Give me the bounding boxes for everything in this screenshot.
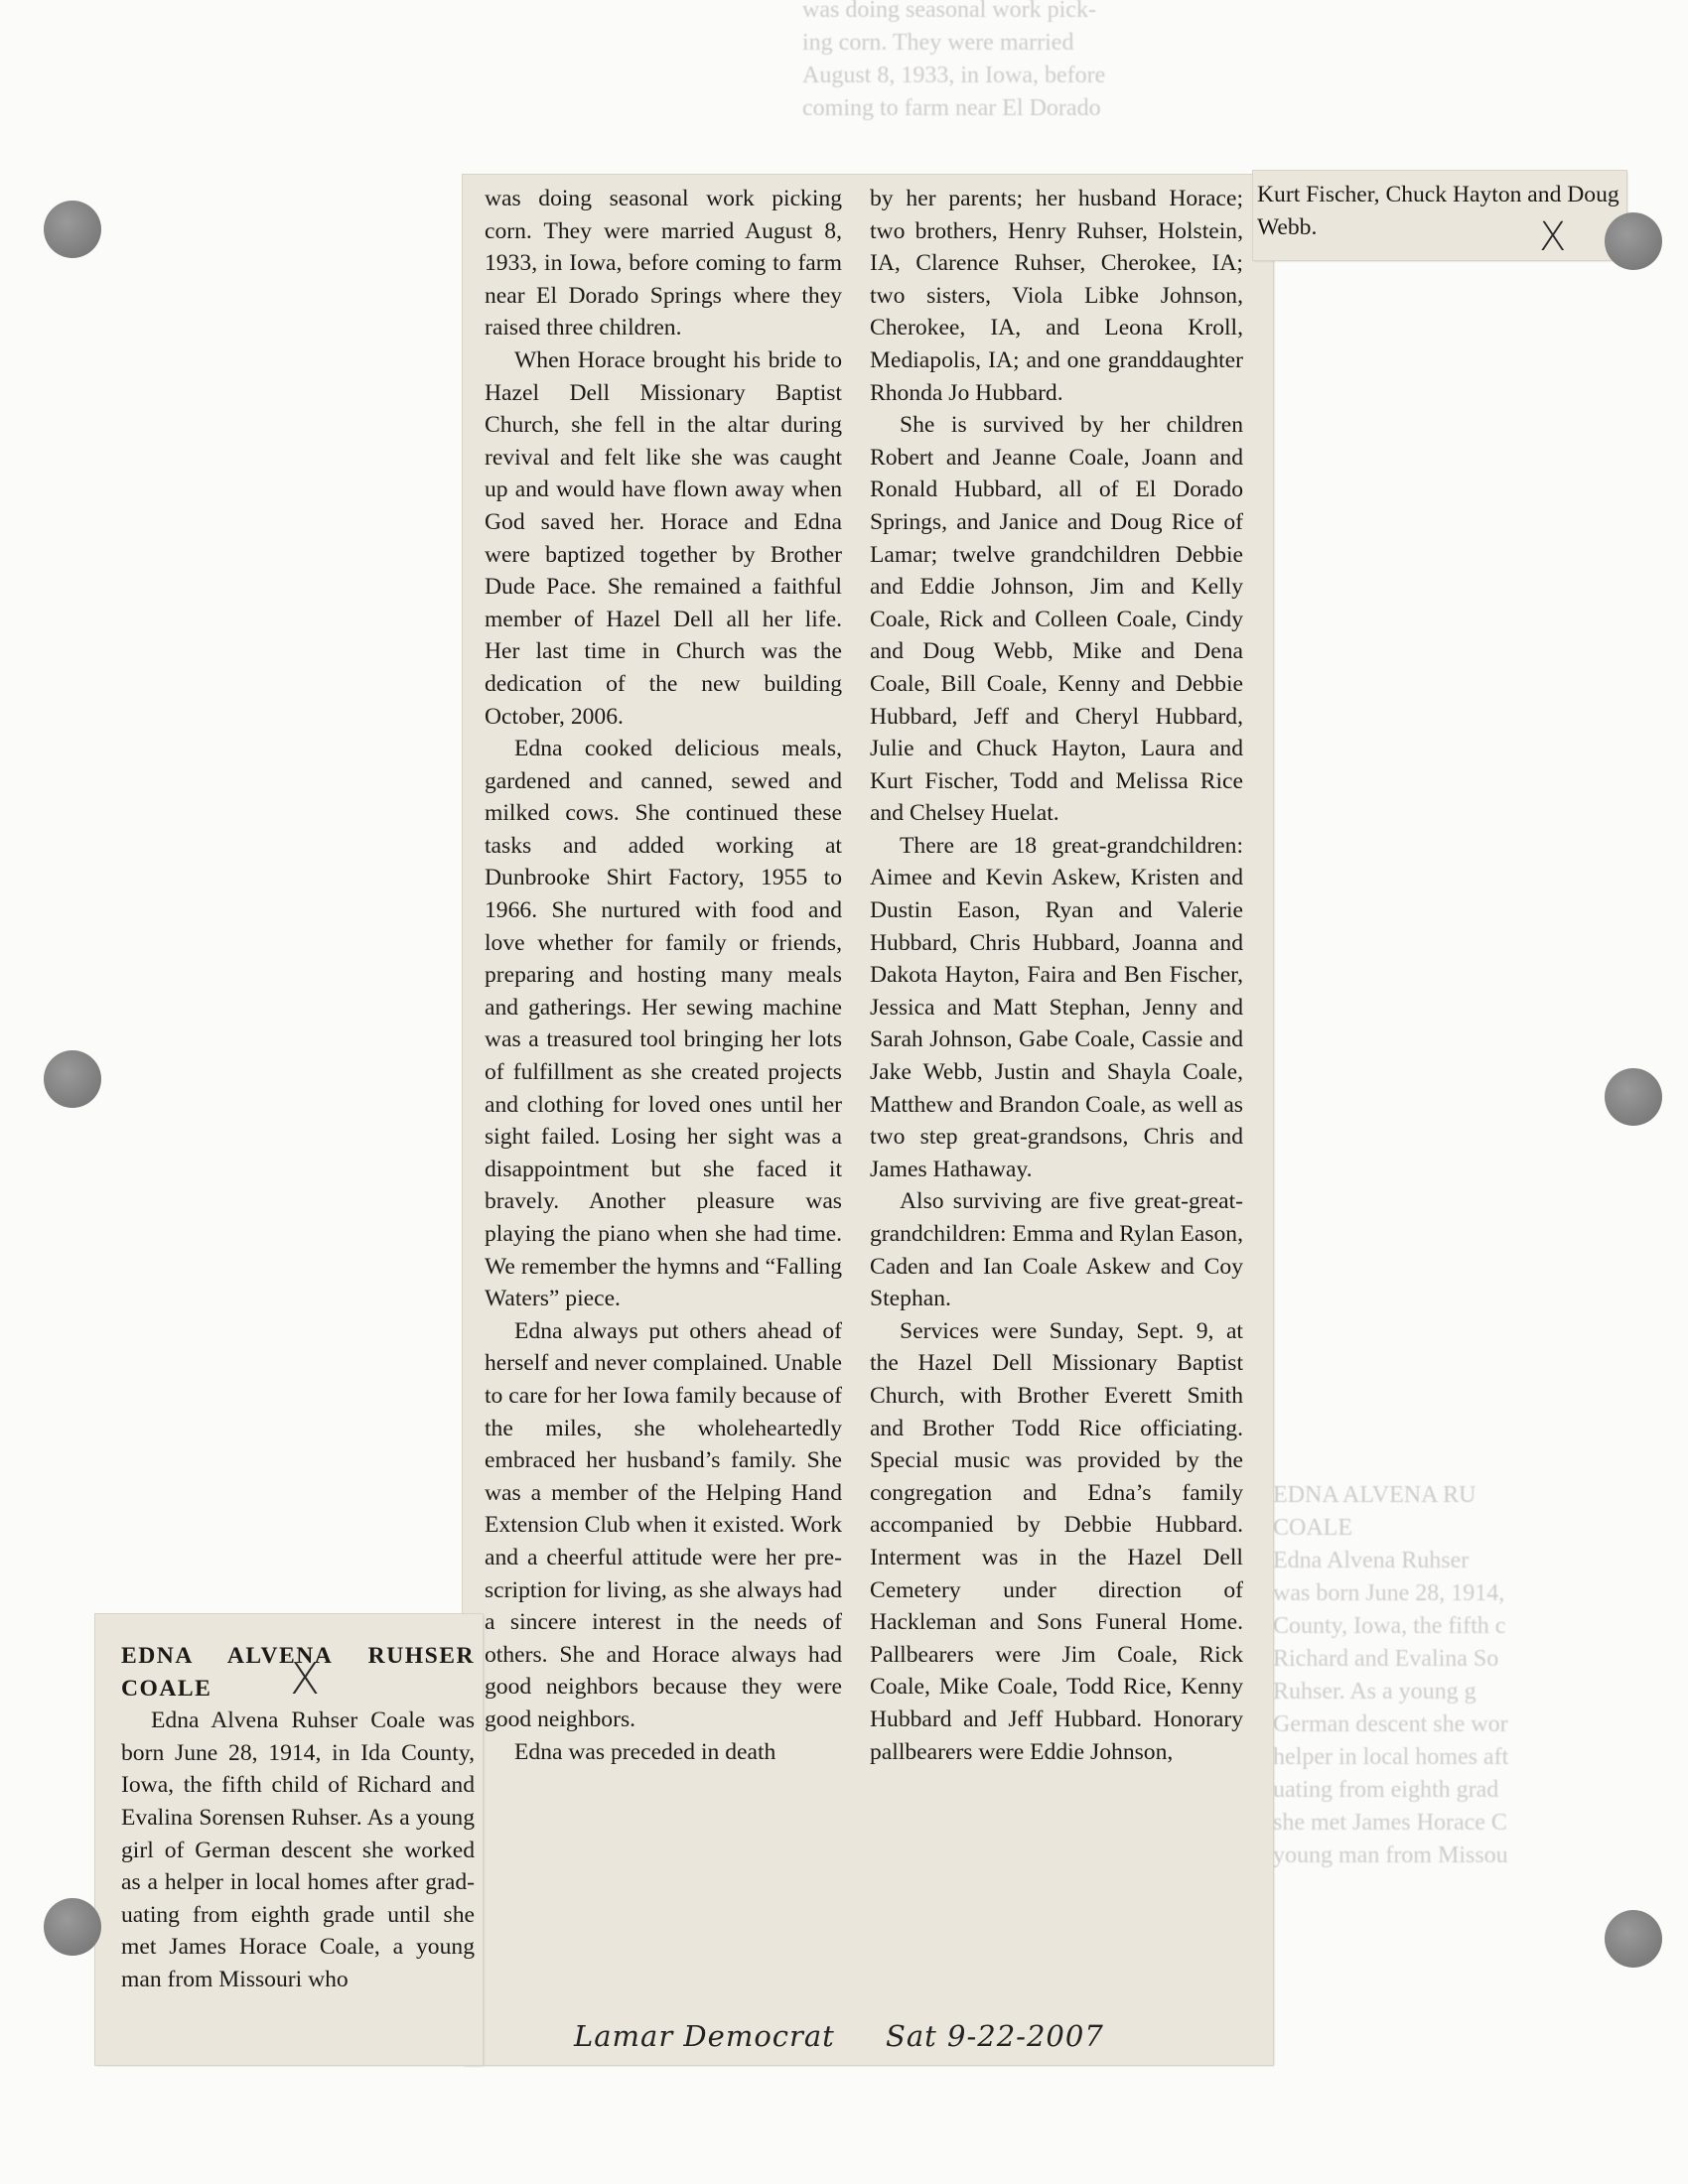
handwritten-check-mark: X bbox=[290, 1654, 321, 1705]
article-paragraph: Kurt Fischer, Chuck Hayton and Doug Webb. bbox=[1257, 182, 1619, 240]
article-column-4 bbox=[1257, 179, 1624, 243]
article-column-2 bbox=[485, 183, 842, 1768]
article-paragraph: When Horace brought his bride to Hazel Dell Missionary Baptist Church, she fell in the altar during revival and felt like she was caught up and would have flown away when God saved her. Horace and Edna were baptized together by Brother Dude Pace. She remained a faithful member of Hazel Dell all her life. Her last time in Church was the dedication of the new building October, 2006. bbox=[485, 346, 842, 730]
article-paragraph: Edna cooked delicious meals, gardened and canned, sewed and milked cows. She continued these tasks and added working at Dunbrooke Shirt Factory, 1955 to 1966. She nurtured with food and love whether for family or friends, preparing and hosting many meals and gatherings. Her sewing machine was a treasured tool bringing her lots of fulfillment as she created projects and clothing for loved ones until her sight failed. Losing her sight was a disappointment but she faced it bravely. Another pleasure was playing the piano when she had time. We remember the hymns and “Falling Waters” piece. bbox=[485, 736, 842, 1312]
obituary-headline: EDNA ALVENA RUHSER COALE bbox=[121, 1643, 475, 1702]
punch-hole bbox=[1605, 1068, 1662, 1126]
handwritten-date-note: Sat 9-22-2007 bbox=[886, 2019, 1104, 2053]
article-paragraph: Edna Alvena Ruhser Coale was born June 28, 1914, in Ida County, Iowa, the fifth child of Richard and Evalina Sorensen Ruhser. As a young girl of German descent she worked as a helper in local homes after graduating from eighth grade until she met James Horace Coale, a young man from Missouri who bbox=[121, 1707, 475, 1992]
ghost-text-right-side: EDNA ALVENA RU COALE Edna Alvena Ruhser was born June 28, 1914, County, Iowa, the fifth c Richard and Evalina So Ruhser. As a young g German descent she wor helper in local homes aft uating from eighth grad she met James Horace C young man from Missou bbox=[1273, 1482, 1509, 1868]
article-paragraph: She is survived by her children Robert and Jeanne Coale, Joann and Ronald Hubbard, all of El Dorado Springs, and Janice and Doug Rice of Lamar; twelve grandchildren Debbie and Eddie Johnson, Jim and Kelly Coale, Rick and Colleen Coale, Cindy and Doug Webb, Mike and Dena Coale, Bill Coale, Kenny and Debbie Hubbard, Jeff and Cheryl Hubbard, Julie and Chuck Hayton, Laura and Kurt Fischer, Todd and Melissa Rice and Chelsey Huelat. bbox=[870, 412, 1243, 827]
article-paragraph: Services were Sunday, Sept. 9, at the Hazel Dell Missionary Baptist Church, with Brother Everett Smith and Brother Todd Rice officiating. Special music was provided by the congregation and Edna’s family accompanied by Debbie Hubbard. Interment was in the Hazel Dell Cemetery under direction of Hackleman and Sons Funeral Home. Pallbearers were Jim Coale, Rick Coale, Mike Coale, Todd Rice, Kenny Hubbard and Jeff Hubbard. Honorary pallbearers were Eddie Johnson, bbox=[870, 1317, 1243, 1765]
article-column-3 bbox=[870, 183, 1243, 1768]
article-paragraph: Also surviving are five great-great-grandchildren: Emma and Rylan Eason, Caden and Ian Coale Askew and Coy Stephan. bbox=[870, 1188, 1243, 1312]
punch-hole bbox=[44, 1898, 101, 1956]
article-paragraph: There are 18 great-grandchildren: Aimee and Kevin Askew, Kristen and Dustin Eason, Ryan and Valerie Hubbard, Chris Hubbard, Joanna and Dakota Hayton, Faira and Ben Fischer, Jessica and Matt Stephan, Jenny and Sarah Johnson, Gabe Coale, Cassie and Jake Webb, Justin and Shayla Coale, Matthew and Brandon Coale, as well as two step great-grandsons, Chris and James Hathaway. bbox=[870, 832, 1243, 1182]
article-paragraph: by her parents; her husband Horace; two brothers, Henry Ruhser, Holstein, IA, Clarence Ruhser, Cherokee, IA; two sisters, Viola Libke Johnson, Cherokee, IA, and Leona Kroll, Mediapolis, IA; and one granddaughter Rhonda Jo Hubbard. bbox=[870, 186, 1243, 406]
handwritten-source-note: Lamar Democrat bbox=[574, 2019, 835, 2053]
article-paragraph: Edna was preceded in death bbox=[514, 1738, 776, 1765]
ghost-text-top-right: was doing seasonal work pick- ing corn. They were married August 8, 1933, in Iowa, before coming to farm near El Dorado bbox=[802, 0, 1106, 121]
article-paragraph: was doing seasonal work picking corn. They were married August 8, 1933, in Iowa, before coming to farm near El Dorado Springs where they raised three children. bbox=[485, 186, 842, 341]
punch-hole bbox=[44, 201, 101, 258]
punch-hole bbox=[44, 1050, 101, 1108]
article-paragraph: Edna always put others ahead of herself and never complained. Unable to care for her Iowa family because of the miles, she wholeheartedly embraced her husband’s family. She was a member of the Helping Hand Extension Club when it existed. Work and a cheerful attitude were her prescription for living, as she always had a sincere interest in the needs of others. She and Horace always had good neighbors because they were good neighbors. bbox=[485, 1317, 842, 1732]
punch-hole bbox=[1605, 1910, 1662, 1968]
handwritten-check-mark: X bbox=[1539, 214, 1567, 260]
punch-hole bbox=[1605, 212, 1662, 270]
